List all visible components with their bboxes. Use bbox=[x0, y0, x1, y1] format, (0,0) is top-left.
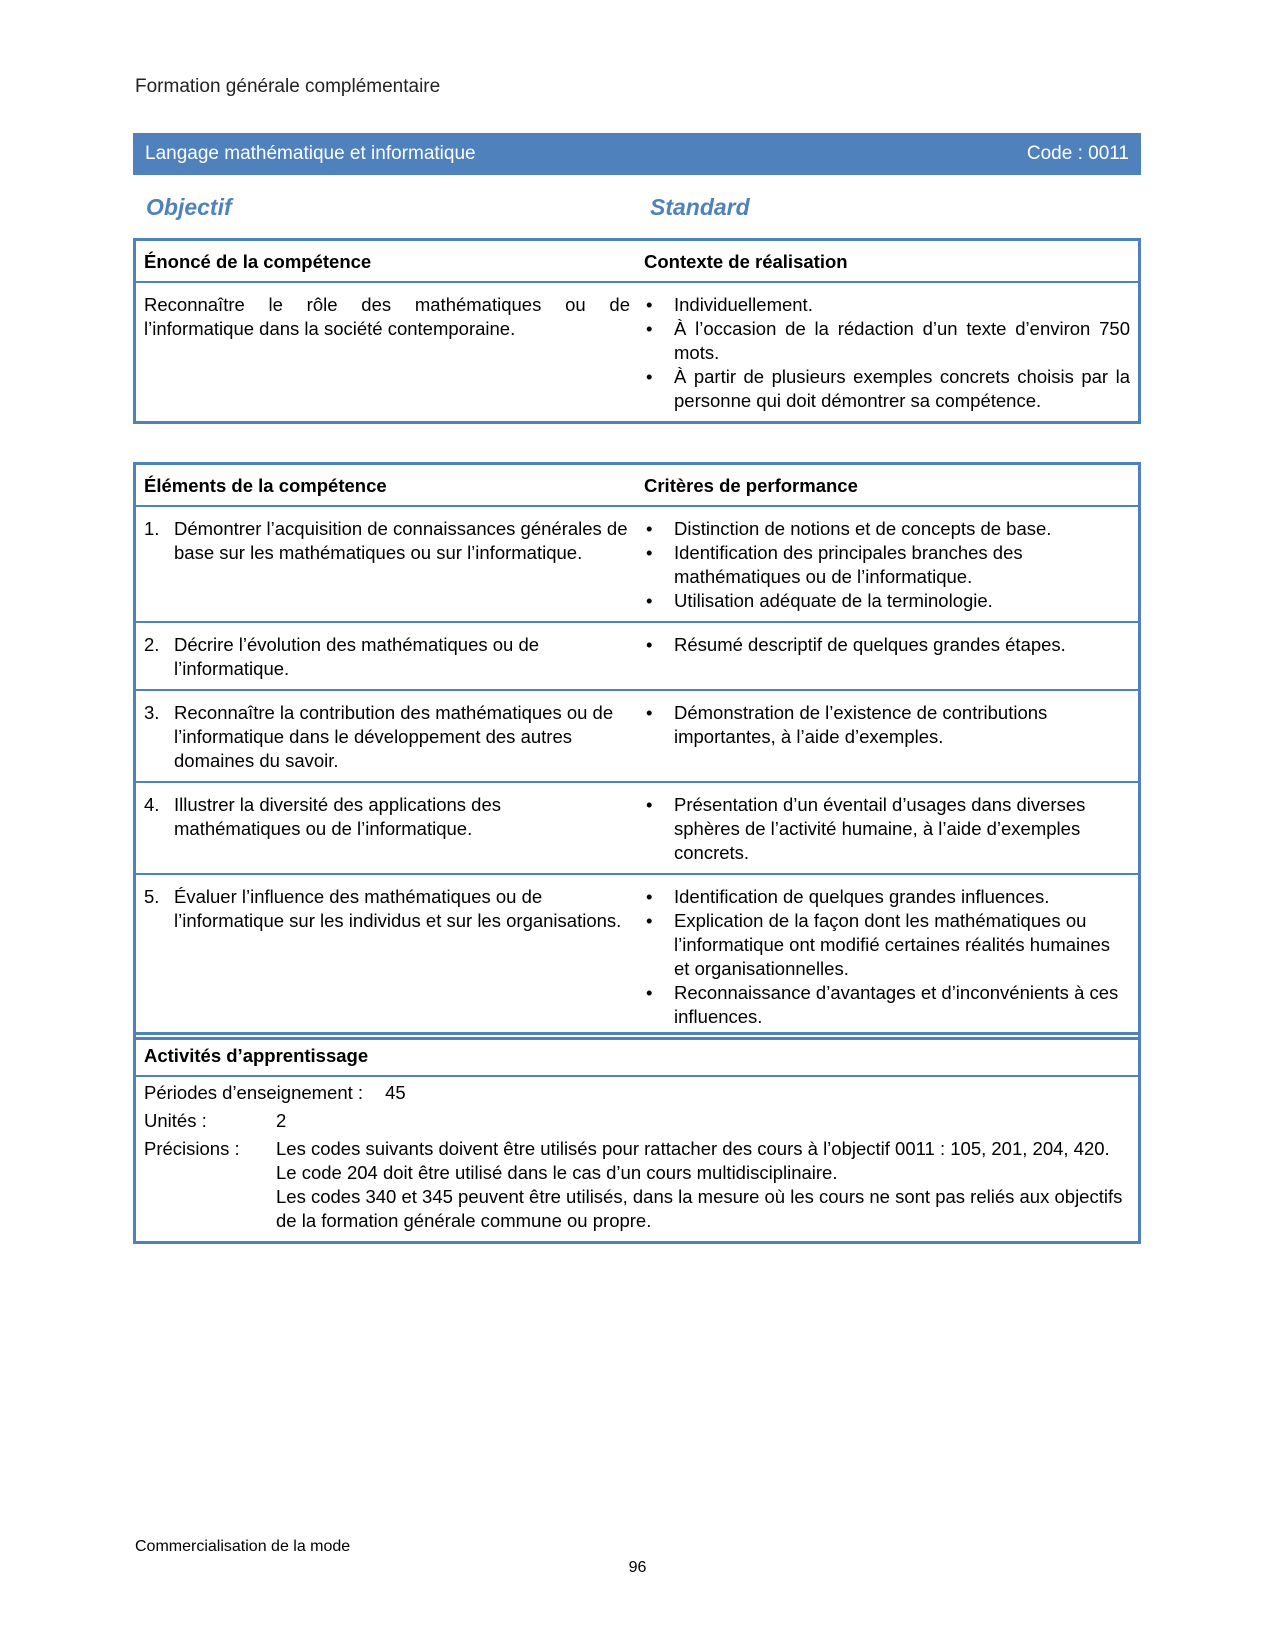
element-text: Décrire l’évolution des mathématiques ou de l’informatique. bbox=[174, 634, 540, 679]
criteres-list bbox=[644, 885, 1130, 1029]
unites-value: 2 bbox=[276, 1110, 287, 1131]
element-text: Reconnaître la contribution des mathématiques ou de l’informatique dans le développement des autres domaines du savoir. bbox=[174, 702, 614, 771]
activites-title: Activités d’apprentissage bbox=[144, 1045, 369, 1066]
table-row bbox=[136, 623, 1138, 691]
precisions-label: Précisions : bbox=[144, 1138, 240, 1159]
course-title-bar bbox=[133, 133, 1141, 175]
table-row bbox=[136, 691, 1138, 783]
periodes-label: Périodes d’enseignement : bbox=[144, 1082, 364, 1103]
list-item: • À partir de plusieurs exemples concrets choisis par la personne qui doit démontrer sa compétence. bbox=[644, 365, 1130, 413]
elements-table-header bbox=[136, 465, 1138, 507]
elements-header: Éléments de la compétence bbox=[144, 475, 387, 496]
criteres-list bbox=[644, 793, 1130, 865]
course-title: Langage mathématique et informatique bbox=[145, 143, 476, 164]
list-item: • Utilisation adéquate de la terminologie. bbox=[644, 589, 1130, 613]
table-row bbox=[136, 507, 1138, 623]
list-item: • Résumé descriptif de quelques grandes étapes. bbox=[644, 633, 1130, 657]
list-item: • Reconnaissance d’avantages et d’inconvénients à ces influences. bbox=[644, 981, 1130, 1029]
unites-line bbox=[136, 1109, 1138, 1133]
element-number: 1. bbox=[144, 518, 160, 539]
activites-header bbox=[136, 1035, 1138, 1077]
list-item: • Explication de la façon dont les mathématiques ou l’informatique ont modifié certaines réalités humaines et organisationnelles. bbox=[644, 909, 1130, 981]
criteres-list bbox=[644, 701, 1130, 749]
unites-label: Unités : bbox=[144, 1110, 207, 1131]
list-item: • Démonstration de l’existence de contributions importantes, à l’aide d’exemples. bbox=[644, 701, 1130, 749]
elements-table bbox=[133, 462, 1141, 1040]
competence-table-header bbox=[136, 241, 1138, 283]
document-header: Formation générale complémentaire bbox=[135, 76, 441, 97]
element-number: 4. bbox=[144, 794, 160, 815]
element-text: Démontrer l’acquisition de connaissances générales de base sur les mathématiques ou sur l’informatique. bbox=[174, 518, 628, 563]
competence-row bbox=[136, 283, 1138, 421]
page-number: 96 bbox=[628, 1559, 647, 1576]
precisions-line bbox=[136, 1137, 1138, 1233]
criteres-list bbox=[644, 633, 1130, 657]
element-text: Illustrer la diversité des applications des mathématiques ou de l’informatique. bbox=[174, 794, 501, 839]
list-item: • Présentation d’un éventail d’usages dans diverses sphères de l’activité humaine, à l’aide d’exemples concrets. bbox=[644, 793, 1130, 865]
competence-table bbox=[133, 238, 1141, 424]
precision-text: Les codes 340 et 345 peuvent être utilisés, dans la mesure où les cours ne sont pas reliés aux objectifs de la formation générale commune ou propre. bbox=[276, 1186, 1123, 1231]
precision-text: Le code 204 doit être utilisé dans le cas d’un cours multidisciplinaire. bbox=[276, 1162, 838, 1183]
table-row bbox=[136, 875, 1138, 1037]
table-row bbox=[136, 783, 1138, 875]
document-footer: Commercialisation de la mode bbox=[135, 1538, 351, 1555]
periodes-value: 45 bbox=[385, 1082, 406, 1103]
periodes-line bbox=[136, 1081, 1138, 1105]
element-number: 3. bbox=[144, 702, 160, 723]
element-number: 5. bbox=[144, 886, 160, 907]
criteres-list bbox=[644, 517, 1130, 613]
contexte-list bbox=[644, 293, 1130, 413]
course-code: Code : 0011 bbox=[1026, 143, 1129, 164]
enonce-text: Reconnaître le rôle des mathématiques ou de l’informatique dans la société contemporaine. bbox=[144, 294, 630, 339]
enonce-header: Énoncé de la compétence bbox=[144, 251, 372, 272]
list-item: • À l’occasion de la rédaction d’un texte d’environ 750 mots. bbox=[644, 317, 1130, 365]
list-item: • Identification des principales branches des mathématiques ou de l’informatique. bbox=[644, 541, 1130, 589]
element-text: Évaluer l’influence des mathématiques ou de l’informatique sur les individus et sur les organisations. bbox=[174, 886, 622, 931]
list-item: • Distinction de notions et de concepts de base. bbox=[644, 517, 1130, 541]
list-item: • Identification de quelques grandes influences. bbox=[644, 885, 1130, 909]
objectif-heading: Objectif bbox=[146, 194, 232, 220]
precision-text: Les codes suivants doivent être utilisés pour rattacher des cours à l’objectif 0011 : 105, 201, 204, 420. bbox=[276, 1138, 1110, 1159]
element-number: 2. bbox=[144, 634, 160, 655]
list-item: • Individuellement. bbox=[644, 293, 1130, 317]
activites-table bbox=[133, 1032, 1141, 1244]
criteres-header: Critères de performance bbox=[644, 475, 858, 496]
contexte-header: Contexte de réalisation bbox=[644, 251, 848, 272]
standard-heading: Standard bbox=[650, 194, 750, 220]
